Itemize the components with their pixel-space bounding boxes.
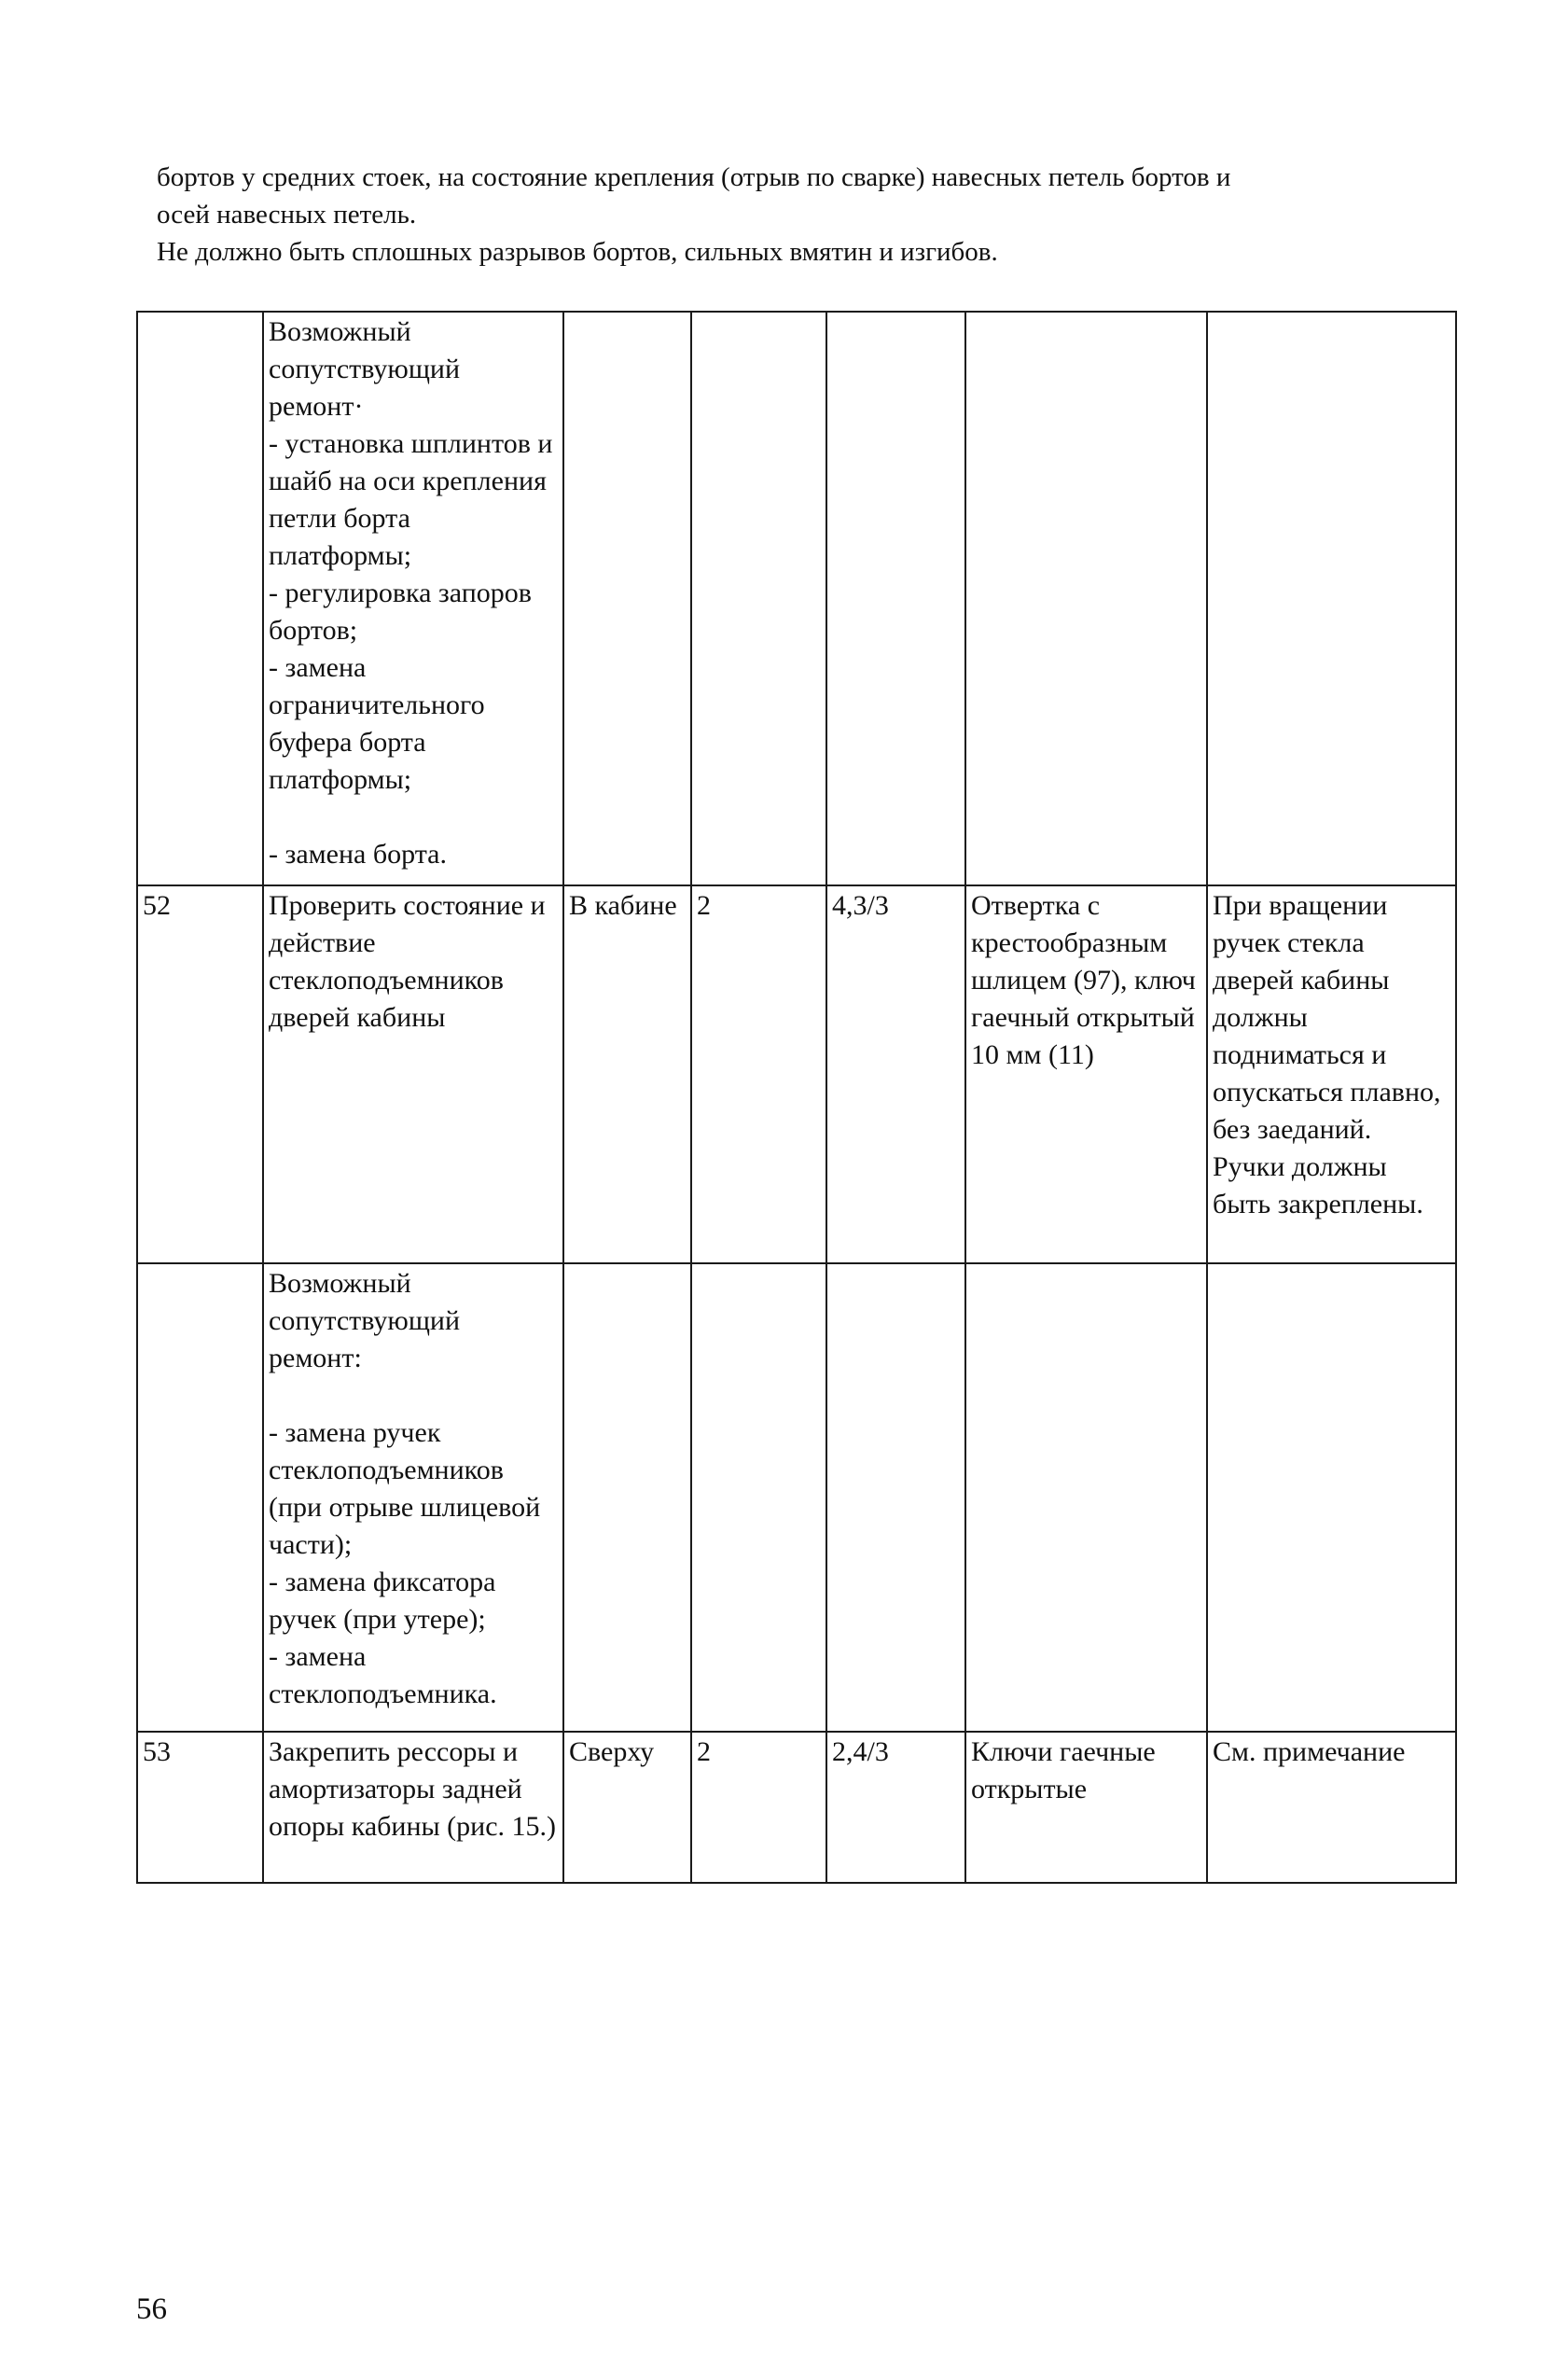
table-row-53	[137, 1732, 1456, 1883]
maintenance-table	[136, 311, 1457, 1884]
intro-text	[157, 159, 1463, 271]
repair-item: - регулировка запоров бортов;	[269, 578, 532, 646]
intro-line-2: осей навесных петель.	[157, 200, 417, 230]
cell-labor: 2,4/3	[826, 1732, 965, 1883]
cell-empty	[826, 1263, 965, 1732]
cell-empty	[563, 1263, 691, 1732]
repair-item: - замена ручек стеклоподъемников (при отрыве шлицевой части);	[269, 1417, 541, 1560]
spacer	[269, 799, 558, 836]
cell-labor: 4,3/3	[826, 885, 965, 1263]
cell-count: 2	[691, 1732, 826, 1883]
table-row-51-repair	[137, 312, 1456, 885]
repair-item: - установка шплинтов и шайб на оси крепления петли борта платформы;	[269, 428, 553, 571]
cell-empty	[965, 1263, 1207, 1732]
page-number: 56	[136, 2292, 167, 2326]
intro-line-3: Не должно быть сплошных разрывов бортов, сильных вмятин и изгибов.	[157, 237, 998, 267]
cell-empty	[826, 312, 965, 885]
repair-cell	[263, 1263, 563, 1732]
cell-requirements: При вращении ручек стекла дверей кабины должны подниматься и опускаться плавно, без заеданий. Ручки должны быть закреплены.	[1207, 885, 1456, 1263]
cell-empty	[691, 1263, 826, 1732]
cell-requirements: См. примечание	[1207, 1732, 1456, 1883]
repair-item: - замена борта.	[269, 839, 447, 870]
cell-count: 2	[691, 885, 826, 1263]
repair-heading: Возможный сопутствующий ремонт·	[269, 316, 461, 422]
cell-empty	[691, 312, 826, 885]
cell-number: 52	[137, 885, 263, 1263]
cell-operation: Проверить состояние и действие стеклоподъемников дверей кабины	[263, 885, 563, 1263]
cell-empty	[563, 312, 691, 885]
intro-line-1: бортов у средних стоек, на состояние крепления (отрыв по сварке) навесных петель бортов и	[157, 162, 1231, 192]
table-row-52	[137, 885, 1456, 1263]
cell-tools: Отвертка с крестообразным шлицем (97), ключ гаечный открытый 10 мм (11)	[965, 885, 1207, 1263]
repair-item: - замена ограничительного буфера борта платформы;	[269, 652, 485, 795]
cell-empty	[1207, 1263, 1456, 1732]
cell-operation: Закрепить рессоры и амортизаторы задней опоры кабины (рис. 15.)	[263, 1732, 563, 1883]
cell-empty	[137, 312, 263, 885]
repair-cell	[263, 312, 563, 885]
cell-location: Сверху	[563, 1732, 691, 1883]
repair-heading: Возможный сопутствующий ремонт:	[269, 1268, 461, 1373]
cell-tools: Ключи гаечные открытые	[965, 1732, 1207, 1883]
cell-empty	[965, 312, 1207, 885]
repair-item: - замена фиксатора ручек (при утере);	[269, 1567, 496, 1635]
cell-location: В кабине	[563, 885, 691, 1263]
cell-number: 53	[137, 1732, 263, 1883]
cell-empty	[137, 1263, 263, 1732]
cell-empty	[1207, 312, 1456, 885]
repair-item: - замена стеклоподъемника.	[269, 1641, 497, 1709]
spacer	[269, 1377, 558, 1414]
table-row-52-repair	[137, 1263, 1456, 1732]
